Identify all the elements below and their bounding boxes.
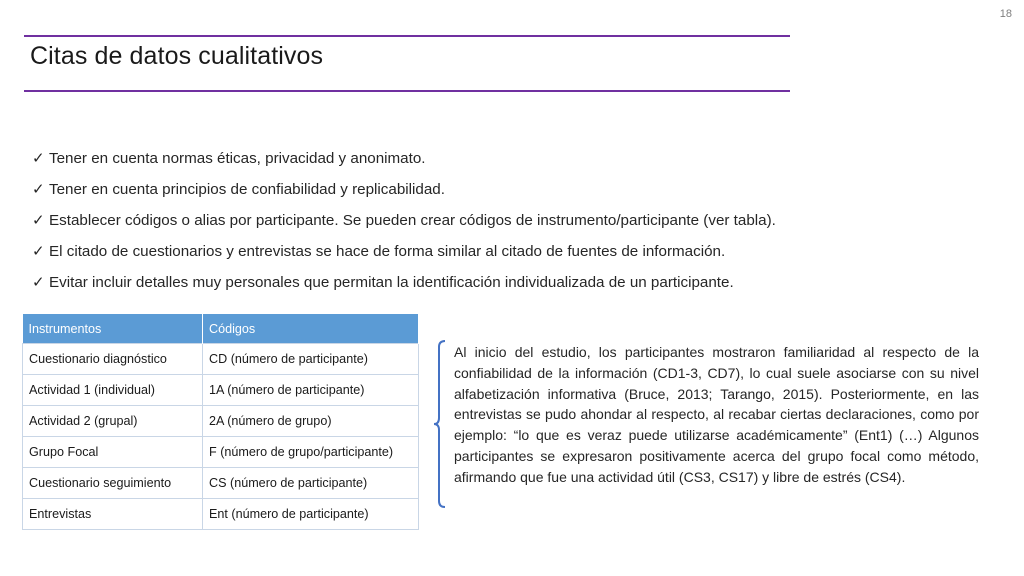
table-row: [23, 406, 419, 437]
table-row: [23, 344, 419, 375]
code-cell: F (número de grupo/participante): [203, 437, 419, 468]
title-bottom-rule: [24, 90, 790, 92]
checkmark-icon: ✓: [32, 181, 45, 198]
code-cell: CS (número de participante): [203, 468, 419, 499]
bullet-item: [32, 205, 932, 236]
bullet-text: Tener en cuenta principios de confiabilidad y replicabilidad.: [49, 181, 445, 198]
instrument-cell: Cuestionario seguimiento: [23, 468, 203, 499]
checkmark-icon: ✓: [32, 243, 45, 260]
slide-title: Citas de datos cualitativos: [30, 42, 324, 70]
instrument-cell: Cuestionario diagnóstico: [23, 344, 203, 375]
instrument-cell: Actividad 2 (grupal): [23, 406, 203, 437]
instrument-cell: Grupo Focal: [23, 437, 203, 468]
left-brace-icon: [433, 340, 447, 508]
slide-number: 18: [999, 8, 1012, 20]
instrument-cell: Actividad 1 (individual): [23, 375, 203, 406]
example-quote-paragraph: Al inicio del estudio, los participantes mostraron familiaridad al respecto de la confiabilidad de la información (CD1-3, CD7), lo cual suele asociarse con su nivel alfabetización informativa (Bruce, 2013; Tarango, 2015). Posteriormente, en las entrevistas se pudo ahondar al respecto, al recabar ciertas declaraciones, como por ejemplo: “lo que es veraz puede utilizarse académicamente” (Ent1) (…) Algunos participantes se expresaron positivamente acerca del grupo focal como método, afirmando que fue una actividad útil (CS3, CS17) y libre de estrés (CS4).: [454, 344, 979, 485]
table-row: [23, 499, 419, 530]
title-top-rule: [24, 35, 790, 37]
code-cell: CD (número de participante): [203, 344, 419, 375]
codes-table: [22, 314, 419, 530]
table-row: [23, 468, 419, 499]
table-header-row: [23, 314, 419, 344]
checkmark-icon: ✓: [32, 150, 45, 167]
table-row: [23, 375, 419, 406]
codes-table-container: [22, 314, 419, 530]
code-cell: 1A (número de participante): [203, 375, 419, 406]
bullet-item: [32, 174, 932, 205]
bullet-item: [32, 267, 932, 298]
checkmark-icon: ✓: [32, 212, 45, 229]
bullet-text: Establecer códigos o alias por participante. Se pueden crear códigos de instrumento/participante (ver tabla).: [49, 212, 776, 229]
code-cell: 2A (número de grupo): [203, 406, 419, 437]
bullet-text: El citado de cuestionarios y entrevistas se hace de forma similar al citado de fuentes de información.: [49, 243, 726, 260]
bullet-text: Tener en cuenta normas éticas, privacidad y anonimato.: [49, 150, 426, 167]
table-row: [23, 437, 419, 468]
bullet-list: [32, 143, 932, 298]
checkmark-icon: ✓: [32, 274, 45, 291]
bullet-item: [32, 236, 932, 267]
instrument-cell: Entrevistas: [23, 499, 203, 530]
header-codigos: Códigos: [203, 314, 419, 344]
bullet-item: [32, 143, 932, 174]
bullet-text: Evitar incluir detalles muy personales que permitan la identificación individualizada de un participante.: [49, 274, 734, 291]
code-cell: Ent (número de participante): [203, 499, 419, 530]
header-instrumentos: Instrumentos: [23, 314, 203, 344]
